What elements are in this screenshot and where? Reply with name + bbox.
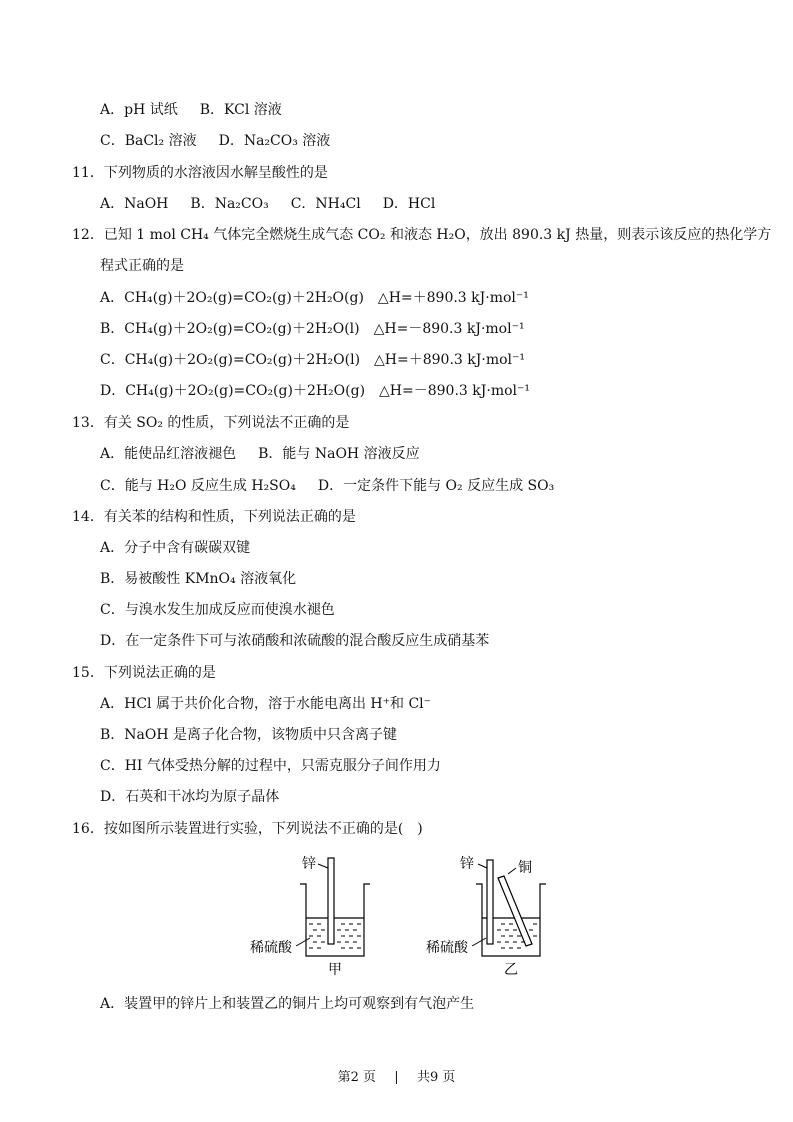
q11-option-c: C．NH₄Cl bbox=[290, 196, 361, 212]
q12-stem-line2: 程式正确的是 bbox=[100, 258, 184, 274]
q10-option-d: D．Na₂CO₃ 溶液 bbox=[218, 133, 331, 149]
footer-total: 共9 页 bbox=[416, 1070, 456, 1085]
footer-separator: | bbox=[394, 1070, 399, 1085]
q14-option-b: B．易被酸性 KMnO₄ 溶液氧化 bbox=[100, 571, 297, 587]
q13-option-c: C．能与 H₂O 反应生成 H₂SO₄ bbox=[100, 478, 296, 494]
q13-option-d: D．一定条件下能与 O₂ 反应生成 SO₃ bbox=[317, 478, 555, 494]
q10-options-row2 bbox=[100, 132, 330, 150]
yi-acid-label: 稀硫酸 bbox=[426, 940, 468, 956]
zinc-strip-jia bbox=[328, 858, 334, 944]
beaker-yi bbox=[476, 860, 546, 956]
q10-option-b: B．KCl 溶液 bbox=[199, 102, 282, 118]
q13-option-b: B．能与 NaOH 溶液反应 bbox=[258, 446, 420, 462]
q15-option-d: D．石英和干冰均为原子晶体 bbox=[100, 789, 280, 805]
q14-stem: 14．有关苯的结构和性质，下列说法正确的是 bbox=[72, 509, 356, 525]
q13-options-row2 bbox=[100, 477, 554, 495]
jia-caption: 甲 bbox=[328, 962, 342, 978]
q15-stem: 15．下列说法正确的是 bbox=[72, 665, 216, 681]
q12-stem-line1: 12．已知 1 mol CH₄ 气体完全燃烧生成气态 CO₂ 和液态 H₂O，放出 890.3 kJ 热量，则表示该反应的热化学方 bbox=[72, 227, 772, 243]
q16-option-a: A．装置甲的锌片上和装置乙的铜片上均可观察到有气泡产生 bbox=[100, 996, 475, 1012]
q10-options-row1 bbox=[100, 101, 282, 119]
jia-zinc-label: 锌 bbox=[302, 856, 316, 872]
q15-option-a: A．HCl 属于共价化合物，溶于水能电离出 H⁺和 Cl⁻ bbox=[100, 696, 432, 712]
page-footer bbox=[0, 1066, 793, 1085]
q13-stem: 13．有关 SO₂ 的性质，下列说法不正确的是 bbox=[72, 415, 350, 431]
q15-option-b: B．NaOH 是离子化合物，该物质中只含离子键 bbox=[100, 727, 398, 743]
jia-acid-label: 稀硫酸 bbox=[250, 940, 292, 956]
q11-option-a: A．NaOH bbox=[100, 196, 169, 212]
q13-option-a: A．能使品红溶液褪色 bbox=[100, 446, 237, 462]
q12-option-c: C．CH₄(g)＋2O₂(g)=CO₂(g)＋2H₂O(l) △H=＋890.3 kJ·mol⁻¹ bbox=[100, 352, 526, 368]
q11-option-d: D．HCl bbox=[382, 196, 436, 212]
yi-copper-label: 铜 bbox=[518, 860, 532, 876]
q12-option-b: B．CH₄(g)＋2O₂(g)=CO₂(g)＋2H₂O(l) △H=－890.3 kJ·mol⁻¹ bbox=[100, 321, 525, 337]
beaker-jia bbox=[300, 858, 370, 956]
yi-caption: 乙 bbox=[504, 962, 518, 978]
q10-option-a: A．pH 试纸 bbox=[100, 102, 178, 118]
q13-options-row1 bbox=[100, 445, 420, 463]
q14-option-a: A．分子中含有碳碳双键 bbox=[100, 540, 251, 556]
yi-zinc-label: 锌 bbox=[460, 856, 474, 872]
q12-option-d: D．CH₄(g)＋2O₂(g)=CO₂(g)＋2H₂O(g) △H=－890.3 kJ·mol⁻¹ bbox=[100, 383, 531, 399]
acid-dashes bbox=[309, 924, 537, 948]
q16-figure bbox=[240, 846, 560, 978]
q14-option-d: D．在一定条件下可与浓硝酸和浓硫酸的混合酸反应生成硝基苯 bbox=[100, 633, 490, 649]
zinc-strip-yi bbox=[487, 860, 493, 944]
q15-option-c: C．HI 气体受热分解的过程中，只需克服分子间作用力 bbox=[100, 758, 441, 774]
q12-option-a: A．CH₄(g)＋2O₂(g)=CO₂(g)＋2H₂O(g) △H=＋890.3 kJ·mol⁻¹ bbox=[100, 290, 529, 306]
q16-stem: 16．按如图所示装置进行实验，下列说法不正确的是( ) bbox=[72, 821, 423, 837]
q10-option-c: C．BaCl₂ 溶液 bbox=[100, 133, 197, 149]
q11-option-b: B．Na₂CO₃ bbox=[190, 196, 269, 212]
q11-options bbox=[100, 195, 435, 213]
q11-stem: 11．下列物质的水溶液因水解呈酸性的是 bbox=[72, 165, 328, 181]
footer-page: 第2 页 bbox=[337, 1070, 377, 1085]
q14-option-c: C．与溴水发生加成反应而使溴水褪色 bbox=[100, 602, 335, 618]
